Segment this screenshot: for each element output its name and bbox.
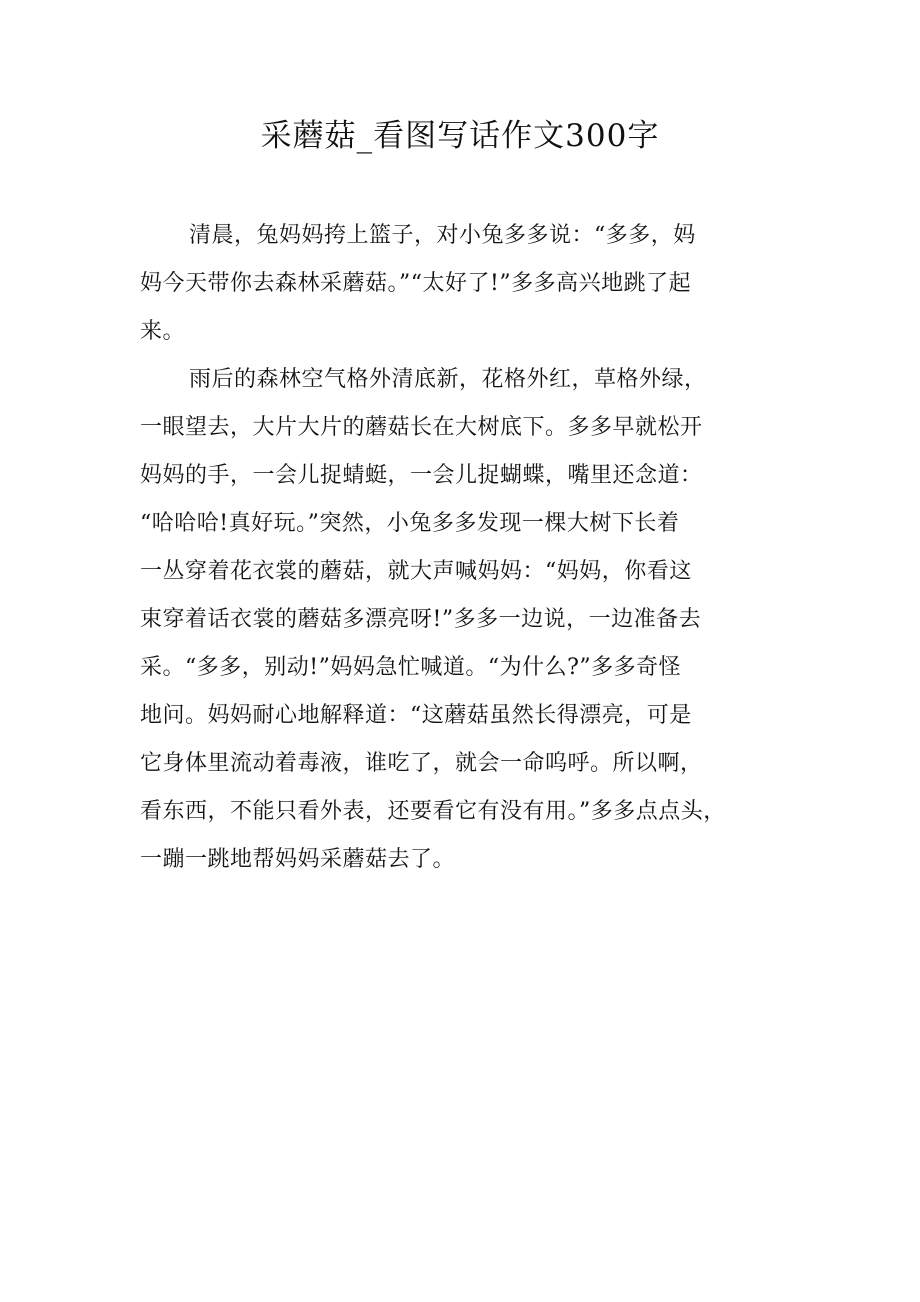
paragraph-2-line-6: 束穿着话衣裳的蘑菇多漂亮呀!”多多一边说，一边准备去 xyxy=(140,607,702,632)
paragraph-2-line-1: 雨后的森林空气格外清底新，花格外红，草格外绿， xyxy=(189,367,707,392)
paragraph-1-line-3: 来。 xyxy=(140,319,186,344)
paragraph-1-line-2: 妈今天带你去森林采蘑菇。”“太好了!”多多高兴地跳了起 xyxy=(140,271,692,296)
paragraph-2-line-4: “哈哈哈!真好玩。”突然，小兔多多发现一棵大树下长着 xyxy=(140,511,680,536)
paragraph-2-line-10: 看东西，不能只看外表，还要看它有没有用。”多多点点头， xyxy=(140,799,726,824)
paragraph-2-line-7: 采。“多多，别动!”妈妈急忙喊道。“为什么?”多多奇怪 xyxy=(140,655,682,680)
paragraph-2-line-3: 妈妈的手，一会儿捉蜻蜓，一会儿捉蝴蝶，嘴里还念道： xyxy=(140,463,703,488)
paragraph-2-line-9: 它身体里流动着毒液，谁吃了，就会一命呜呼。所以啊， xyxy=(140,751,703,776)
paragraph-2-line-8: 地问。妈妈耐心地解释道：“这蘑菇虽然长得漂亮，可是 xyxy=(140,703,692,728)
document-body xyxy=(140,212,785,884)
paragraph-2-line-2: 一眼望去，大片大片的蘑菇长在大树底下。多多早就松开 xyxy=(140,415,703,440)
paragraph-2-line-11: 一蹦一跳地帮妈妈采蘑菇去了。 xyxy=(140,847,456,872)
paragraph-1-line-1: 清晨，兔妈妈挎上篮子，对小兔多多说：“多多，妈 xyxy=(189,223,696,248)
paragraph-2-line-5: 一丛穿着花衣裳的蘑菇，就大声喊妈妈：“妈妈，你看这 xyxy=(140,559,692,584)
document-title: 采蘑菇_看图写话作文300字 xyxy=(260,118,660,154)
